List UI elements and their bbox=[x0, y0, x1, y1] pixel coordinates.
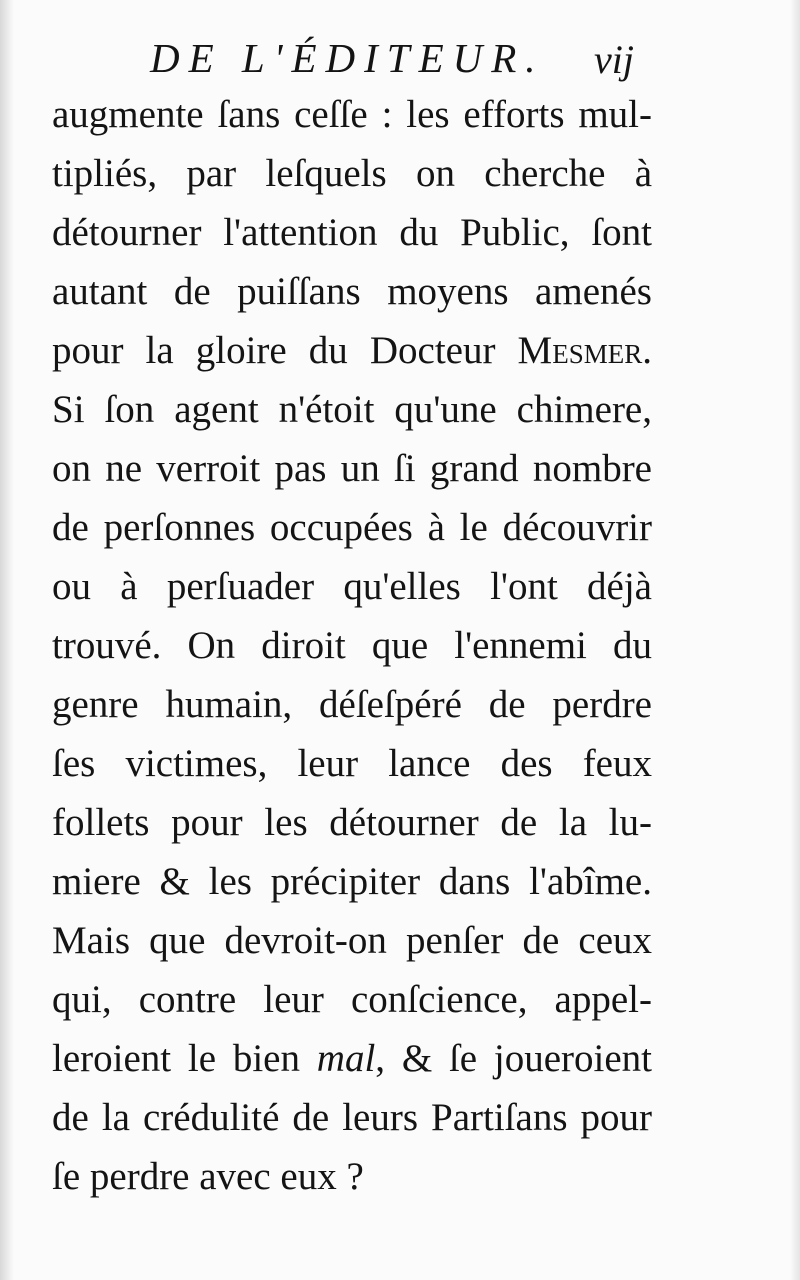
text-run: . bbox=[642, 329, 652, 372]
text-run: augmente ſans ceſſe : les efforts mul- bbox=[52, 93, 652, 136]
text-run: autant de puiſſans moyens amenés bbox=[52, 270, 652, 313]
page-number: vij bbox=[594, 37, 634, 82]
text-line bbox=[52, 498, 652, 557]
text-line bbox=[52, 439, 652, 498]
scan-edge-left bbox=[0, 0, 14, 1280]
text-run: miere & les précipiter dans l'abîme. bbox=[52, 860, 652, 903]
small-caps-name: Mesmer bbox=[517, 329, 643, 372]
text-line bbox=[52, 793, 652, 852]
text-run: détourner l'attention du Public, ſont bbox=[52, 211, 652, 254]
text-line bbox=[52, 1088, 652, 1147]
text-run: ſes victimes, leur lance des feux bbox=[52, 742, 652, 785]
text-line bbox=[52, 380, 652, 439]
text-line bbox=[52, 557, 652, 616]
text-run: leroient le bien bbox=[52, 1037, 317, 1080]
text-run: , & ſe joueroient bbox=[375, 1037, 652, 1080]
text-run: pour la gloire du Docteur bbox=[52, 329, 518, 372]
italic-word: mal bbox=[316, 1037, 376, 1080]
text-line bbox=[52, 970, 652, 1029]
text-line bbox=[52, 911, 652, 970]
text-run: ſe perdre avec eux ? bbox=[52, 1155, 364, 1198]
text-run: Mais que devroit-on penſer de ceux bbox=[52, 919, 652, 962]
text-line bbox=[52, 852, 652, 911]
text-run: tipliés, par leſquels on cherche à bbox=[52, 152, 652, 195]
running-head-title: DE L'ÉDITEUR. bbox=[150, 35, 545, 81]
text-line bbox=[52, 1147, 652, 1206]
text-run: de la crédulité de leurs Partiſans pour bbox=[52, 1096, 652, 1139]
text-run: trouvé. On diroit que l'ennemi du bbox=[52, 624, 652, 667]
text-line bbox=[52, 675, 652, 734]
text-run: qui, contre leur conſcience, appel- bbox=[52, 978, 652, 1021]
text-line bbox=[52, 616, 652, 675]
text-line bbox=[52, 144, 652, 203]
text-line bbox=[52, 85, 652, 144]
text-run: ou à perſuader qu'elles l'ont déjà bbox=[52, 565, 652, 608]
body-text bbox=[52, 85, 652, 1206]
text-run: on ne verroit pas un ſi grand nombre bbox=[52, 447, 652, 490]
scan-edge-right bbox=[790, 0, 800, 1280]
text-line bbox=[52, 1029, 652, 1088]
text-run: de perſonnes occupées à le découvrir bbox=[52, 506, 652, 549]
text-line bbox=[52, 203, 652, 262]
text-run: follets pour les détourner de la lu- bbox=[52, 801, 652, 844]
text-line bbox=[52, 262, 652, 321]
text-line bbox=[52, 734, 652, 793]
text-run: Si ſon agent n'étoit qu'une chimere, bbox=[52, 388, 652, 431]
text-line bbox=[52, 321, 652, 380]
text-run: genre humain, déſeſpéré de perdre bbox=[52, 683, 652, 726]
